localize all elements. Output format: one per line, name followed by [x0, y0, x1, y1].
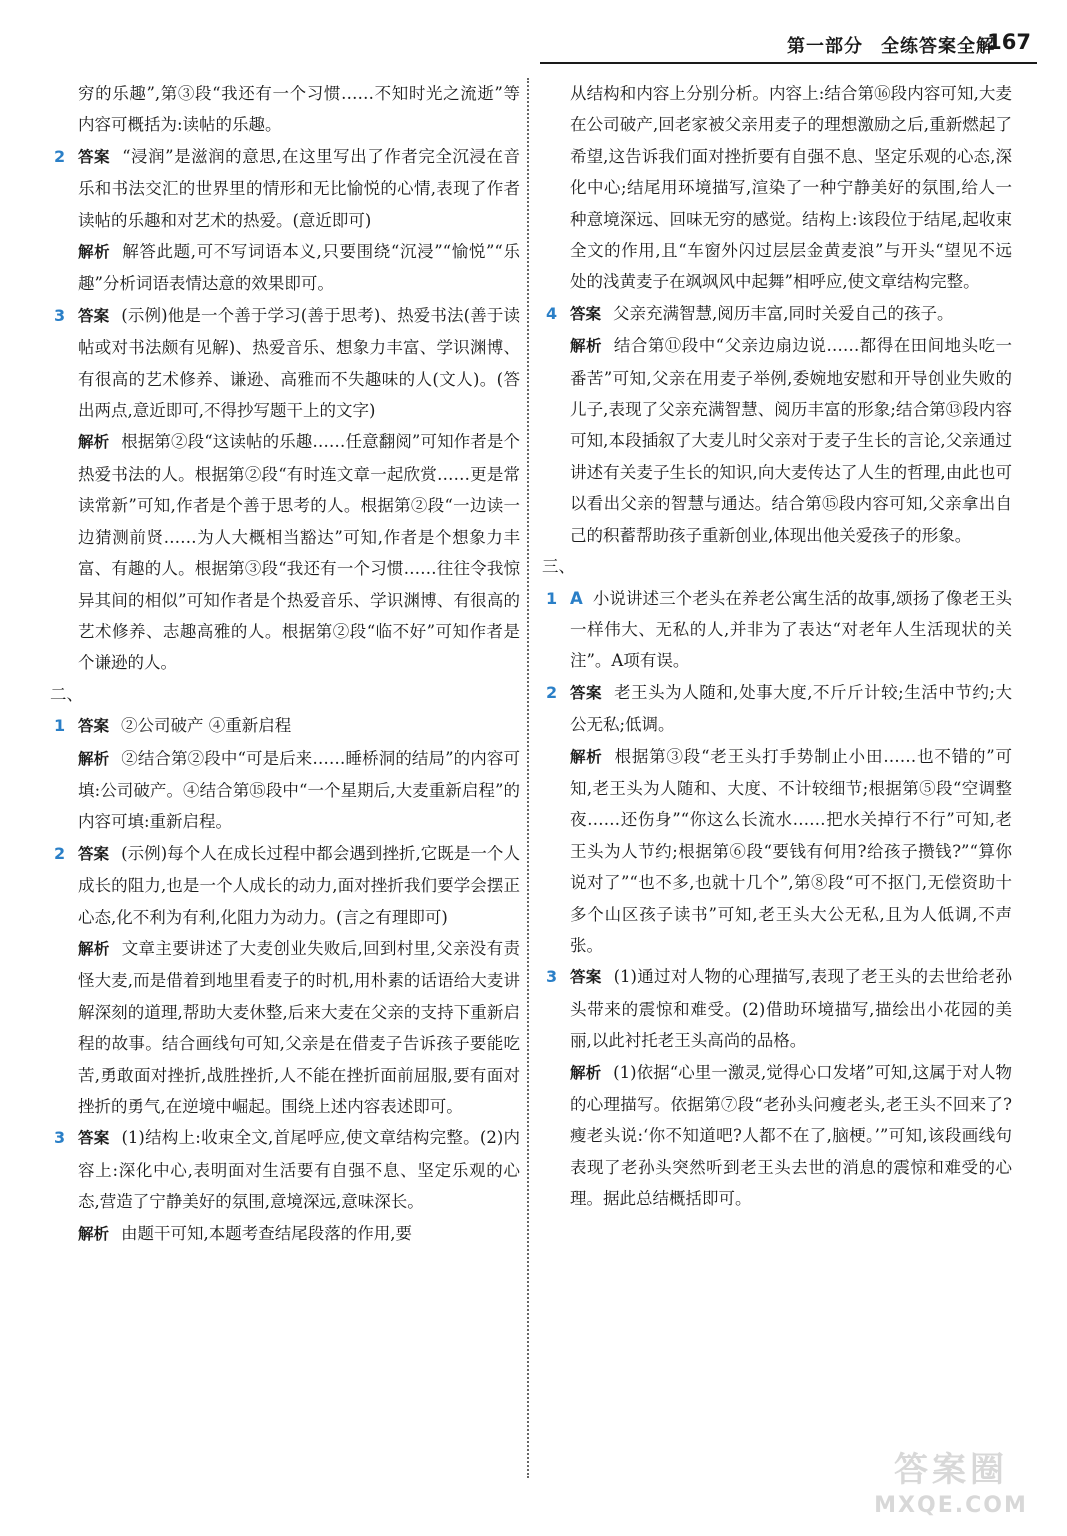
question-number: 4	[546, 303, 558, 323]
question-number: 3	[54, 1128, 66, 1148]
analysis-text: ②结合第②段中“可是后来……睡桥洞的结局”的内容可填:公司破产。④结合第⑮段中“一个星期后,大麦重新启程”的内容可填:重新启程。	[78, 748, 520, 832]
answer-text: 老王头为人随和,处事大度,不斤斤计较;生活中节约;大公无私;低调。	[570, 682, 1012, 735]
analysis-text: 解答此题,可不写词语本义,只要围绕“沉浸”“愉悦”“乐趣”分析词语表情达意的效果即可。	[78, 242, 520, 294]
answer-label: 答案	[78, 717, 110, 736]
question-item	[50, 1122, 520, 1250]
answer-paragraph	[570, 583, 1012, 677]
analysis-label: 解析	[78, 749, 110, 768]
analysis-paragraph	[570, 741, 1012, 962]
question-item	[542, 583, 1012, 677]
answer-paragraph	[78, 710, 520, 742]
header-section: 全练答案全解	[881, 36, 995, 57]
answer-paragraph	[78, 1122, 520, 1217]
column-divider	[527, 78, 529, 1478]
analysis-text: 结合第⑪段中“父亲边扇边说……都得在田间地头吃一番苦”可知,父亲在用麦子举例,委婉地安慰和开导创业失败的儿子,表现了父亲充满智慧、阅历丰富的形象;结合第⑬段内容可知,本段插叙了大麦儿时父亲对于麦子生长的言论,父亲通过讲述有关麦子生长的知识,向大麦传达了人生的哲理,由此也可以看出父亲的智慧与通达。结合第⑮段内容可知,父亲拿出自己的积蓄帮助孩子重新创业,体现出他关爱孩子的形象。	[570, 336, 1012, 545]
answer-text: (示例)每个人在成长过程中都会遇到挫折,它既是一个人成长的阻力,也是一个人成长的动力,面对挫折我们要学会摆正心态,化不利为有利,化阻力为动力。(言之有理即可)	[78, 843, 520, 927]
question-item	[542, 677, 1012, 962]
answer-text: (示例)他是一个善于学习(善于思考)、热爱书法(善于读帖或对书法颇有见解)、热爱音乐、想象力丰富、学识渊博、有很高的艺术修养、谦逊、高雅而不失趣味的人(文人)。(答出两点,意近即可,不得抄写题干上的文字)	[78, 305, 520, 421]
analysis-label: 解析	[78, 939, 110, 958]
analysis-paragraph	[78, 743, 520, 838]
analysis-text: 根据第③段“老王头打手势制止小田……也不错的”可知,老王头为人随和、大度、不计较细节;根据第⑤段“空调整夜……还伤身”“你这么长流水……把水关掉行不行”可知,老王头为人节约;根据第⑥段“要钱有何用?给孩子攒钱?”“算你说对了”“也不多,也就十几个”,第⑧段“可不抠门,无偿资助十多个山区孩子读书”可知,老王头大公无私,且为人低调,不声张。	[570, 746, 1012, 955]
question-item	[50, 710, 520, 838]
analysis-continuation	[542, 78, 1012, 298]
question-number: 2	[54, 146, 66, 166]
question-number: 3	[546, 967, 558, 987]
page-header	[0, 0, 1067, 72]
right-column	[542, 78, 1012, 1215]
answer-text: (1)通过对人物的心理描写,表现了老王头的去世给老孙头带来的震惊和难受。(2)借助环境描写,描绘出小花园的美丽,以此衬托老王头高尚的品格。	[570, 967, 1012, 1051]
answer-label: 答案	[78, 306, 110, 325]
watermark-main-text: 答案圈	[894, 1450, 1008, 1490]
question-item	[542, 298, 1012, 551]
analysis-paragraph	[78, 426, 520, 678]
answer-paragraph	[78, 300, 520, 427]
analysis-text: 文章主要讲述了大麦创业失败后,回到村里,父亲没有责怪大麦,而是借着到地里看麦子的时机,用朴素的话语给大麦讲解深刻的道理,帮助大麦休整,后来大麦在父亲的支持下重新启程的故事。结合画线句可知,父亲是在借麦子告诉孩子要能吃苦,勇敢面对挫折,战胜挫折,人不能在挫折面前屈服,要有面对挫折的勇气,在逆境中崛起。围绕上述内容表述即可。	[78, 938, 520, 1116]
question-number: 3	[54, 305, 66, 325]
continuation-text: 从结构和内容上分别分析。内容上:结合第⑯段内容可知,大麦在公司破产,回老家被父亲用麦子的理想激励之后,重新燃起了希望,这告诉我们面对挫折要有自强不息、坚定乐观的心态,深化中心;结尾用环境描写,渲染了一种宁静美好的氛围,给人一种意境深远、回味无穷的感觉。结构上:该段位于结尾,起收束全文的作用,且“车窗外闪过层层金黄麦浪”与开头“望见不远处的浅黄麦子在飒飒风中起舞”相呼应,使文章结构完整。	[570, 84, 1012, 292]
question-number: 2	[546, 682, 558, 702]
analysis-label: 解析	[570, 747, 603, 766]
choice-letter: A	[570, 588, 583, 608]
answer-text: (1)结构上:收束全文,首尾呼应,使文章结构完整。(2)内容上:深化中心,表明面对生活要有自强不息、坚定乐观的心态,营造了宁静美好的氛围,意境深远,意味深长。	[78, 1128, 520, 1212]
question-number: 1	[54, 716, 66, 736]
answer-paragraph	[570, 961, 1012, 1056]
answer-paragraph	[78, 838, 520, 933]
answer-label: 答案	[78, 844, 110, 863]
answer-text: ②公司破产 ④重新启程	[121, 716, 292, 736]
section-heading: 三、	[542, 557, 575, 577]
analysis-paragraph	[570, 330, 1012, 551]
answer-text: 父亲充满智慧,阅历丰富,同时关爱自己的孩子。	[613, 303, 954, 323]
answer-paragraph	[78, 141, 520, 236]
analysis-paragraph	[570, 1057, 1012, 1215]
question-number: 1	[546, 588, 558, 608]
answer-paragraph	[570, 677, 1012, 741]
answer-text: “浸润”是滋润的意思,在这里写出了作者完全沉浸在音乐和书法交汇的世界里的情形和无比愉悦的心情,表现了作者读帖的乐趣和对艺术的热爱。(意近即可)	[78, 146, 520, 230]
section-heading: 二、	[50, 684, 83, 704]
page-number: 167	[987, 30, 1031, 54]
question-item	[50, 141, 520, 300]
analysis-label: 解析	[570, 1063, 602, 1082]
answer-label: 答案	[570, 683, 603, 702]
analysis-paragraph	[78, 933, 520, 1122]
answer-label: 答案	[570, 968, 602, 987]
question-number: 2	[54, 843, 66, 863]
analysis-label: 解析	[78, 433, 110, 452]
question-item	[542, 961, 1012, 1214]
left-column	[50, 78, 520, 1250]
analysis-paragraph	[78, 236, 520, 300]
intro-continuation	[50, 78, 520, 141]
answer-label: 答案	[78, 147, 111, 166]
header-part: 第一部分	[787, 36, 863, 57]
header-title	[769, 32, 995, 58]
analysis-text: (1)依据“心里一激灵,觉得心口发堵”可知,这属于对人物的心理描写。依据第⑦段“老孙头问瘦老头,老王头不回来了?瘦老头说:‘你不知道吧?人都不在了,脑梗。’”可知,该段画线句表现了老孙头突然听到老王头去世的消息的震惊和难受的心理。据此总结概括即可。	[570, 1062, 1012, 1209]
question-item	[50, 300, 520, 679]
analysis-paragraph	[78, 1218, 520, 1250]
analysis-text: 根据第②段“这读帖的乐趣……任意翻阅”可知作者是个热爱书法的人。根据第②段“有时连文章一起欣赏……更是常读常新”可知,作者是个善于思考的人。根据第②段“一边读一边猜测前贤……为人大概相当豁达”可知,作者是个想象力丰富、有趣的人。根据第③段“我还有一个习惯……往往令我惊异其间的相似”可知作者是个热爱音乐、学识渊博、有很高的艺术修养、志趣高雅的人。根据第②段“临不好”可知作者是个谦逊的人。	[78, 432, 520, 673]
watermark-sub-text: MXQE.COM	[874, 1493, 1028, 1518]
header-rule	[540, 62, 1037, 64]
analysis-label: 解析	[78, 243, 111, 262]
answer-text: 小说讲述三个老头在养老公寓生活的故事,颂扬了像老王头一样伟大、无私的人,并非为了表达“对老年人生活现状的关注”。A项有误。	[570, 588, 1012, 671]
watermark-logo	[851, 1448, 1051, 1528]
answer-label: 答案	[78, 1129, 110, 1148]
intro-text: 穷的乐趣”,第③段“我还有一个习惯……不知时光之流逝”等内容可概括为:读帖的乐趣。	[78, 84, 520, 135]
analysis-text: 由题干可知,本题考查结尾段落的作用,要	[121, 1223, 413, 1243]
question-item	[50, 838, 520, 1123]
analysis-label: 解析	[570, 337, 602, 356]
answer-label: 答案	[570, 304, 602, 323]
analysis-label: 解析	[78, 1224, 110, 1243]
answer-paragraph	[570, 298, 1012, 330]
